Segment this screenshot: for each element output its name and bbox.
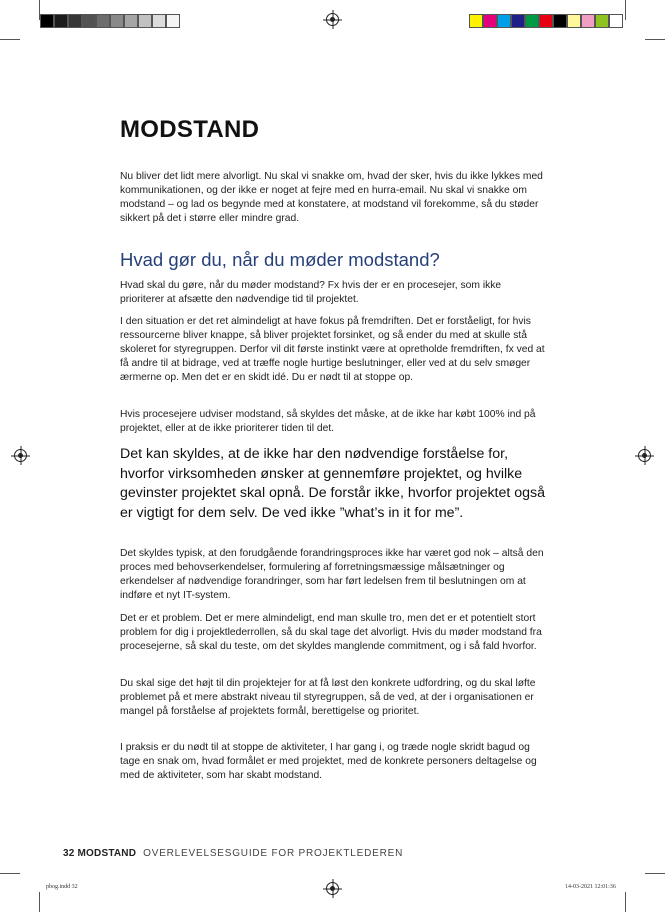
calibration-swatch — [567, 14, 581, 28]
body-paragraph: Det skyldes typisk, at den forudgående forandringsproces ikke har været god nok – altså den proces med behovserkendelser, formulering af forretningsmæssige målsætninger og erkendelser af nødvendige forandringer, som har ført ledelsen frem til beslutningen om at indføre et nyt IT-system. — [120, 548, 544, 601]
crop-mark — [625, 892, 626, 912]
registration-mark-bottom-icon — [326, 882, 339, 895]
calibration-swatch — [497, 14, 511, 28]
grayscale-calibration-bar — [40, 14, 180, 28]
calibration-swatch — [539, 14, 553, 28]
color-calibration-bar — [469, 14, 623, 28]
crop-mark — [39, 892, 40, 912]
calibration-swatch — [581, 14, 595, 28]
calibration-swatch — [110, 14, 124, 28]
calibration-swatch — [166, 14, 180, 28]
calibration-swatch — [138, 14, 152, 28]
calibration-swatch — [152, 14, 166, 28]
crop-mark — [625, 0, 626, 20]
crop-mark — [0, 873, 20, 874]
body-paragraph: I praksis er du nødt til at stoppe de aktiviteter, I har gang i, og træde nogle skridt bagud og tage en snak om, hvad formålet er med projektet, med de konkrete personers deltagelse og med de aktiviteter, som har skabt modstand. — [120, 742, 537, 781]
intro-paragraph: Nu bliver det lidt mere alvorligt. Nu skal vi snakke om, hvad der sker, hvis du ikke lykkes med kommunikationen, og der ikke er noget at fejre med en hurra-email. Nu skal vi snakke om modstand – og lad os begynde med at konstatere, at modstand vil forekomme, så du støder sikkert på det i større eller mindre grad. — [120, 171, 543, 224]
crop-mark — [645, 873, 665, 874]
registration-mark-left-icon — [14, 449, 27, 462]
body-paragraph: I den situation er det ret almindeligt at have fokus på fremdriften. Det er forståeligt, for hvis ressourcerne bliver knappe, så bliver projektet forsinket, og så ender du med at skulle stå skoleret for styregruppen. Derfor vil dit første instinkt være at opretholde fremdriften, fx ved at få andre til at bidrage, ved at træffe nogle hurtige beslutninger, eller ved at du selv smøger ærmerne op. Men det er en skidt idé. Du er nødt til at stoppe op. — [120, 316, 545, 383]
calibration-swatch — [609, 14, 623, 28]
body-paragraph: Det er et problem. Det er mere almindeligt, end man skulle tro, men det er et potentielt stort problem for dig i projektlederrollen, så du skal tage det alvorligt. Hvis du møder modstand fra procesejerne, så skal du teste, om det skyldes manglende commitment, og i så fald hvorfor. — [120, 613, 542, 652]
running-footer — [63, 848, 403, 859]
calibration-swatch — [595, 14, 609, 28]
pull-quote: Det kan skyldes, at de ikke har den nødvendige forståelse for, hvorfor virksomheden ønsker at gennemføre projektet, og hvilke gevinster projektet skal opnå. De forstår ikke, hvorfor projektet også er vigtigt for dem selv. De ved ikke ”what’s in it for me”. — [120, 446, 546, 521]
calibration-swatch — [525, 14, 539, 28]
calibration-swatch — [82, 14, 96, 28]
calibration-swatch — [469, 14, 483, 28]
body-paragraph: Hvad skal du gøre, når du møder modstand? Fx hvis der er en procesejer, som ikke prioriterer at afsætte den nødvendige tid til projektet. — [120, 280, 502, 305]
footer-guide-title: OVERLEVELSESGUIDE FOR PROJEKTLEDEREN — [143, 848, 404, 859]
calibration-swatch — [124, 14, 138, 28]
registration-mark-top-icon — [326, 13, 339, 26]
slug-timestamp: 14-03-2021 12:01:36 — [565, 884, 616, 890]
slug-filename: pbog.indd 32 — [46, 884, 78, 890]
calibration-swatch — [553, 14, 567, 28]
body-paragraph: Hvis procesejere udviser modstand, så skyldes det måske, at de ikke har købt 100% ind på projektet, eller at de ikke prioriterer tiden til det. — [120, 409, 536, 434]
crop-mark — [0, 39, 20, 40]
calibration-swatch — [483, 14, 497, 28]
section-heading: Hvad gør du, når du møder modstand? — [120, 249, 440, 270]
footer-section: MODSTAND — [77, 848, 137, 859]
crop-mark — [39, 0, 40, 20]
calibration-swatch — [511, 14, 525, 28]
registration-mark-right-icon — [638, 449, 651, 462]
calibration-swatch — [54, 14, 68, 28]
calibration-swatch — [40, 14, 54, 28]
crop-mark — [645, 39, 665, 40]
calibration-swatch — [68, 14, 82, 28]
page-title: MODSTAND — [120, 116, 260, 143]
page-number: 32 — [63, 848, 75, 859]
body-paragraph: Du skal sige det højt til din projektejer for at få løst den konkrete udfordring, og du skal løfte problemet på et mere abstrakt niveau til styregruppen, så de ved, at der i organisationen er mangel på forståelse af projektets formål, berettigelse og prioritet. — [120, 678, 536, 717]
calibration-swatch — [96, 14, 110, 28]
